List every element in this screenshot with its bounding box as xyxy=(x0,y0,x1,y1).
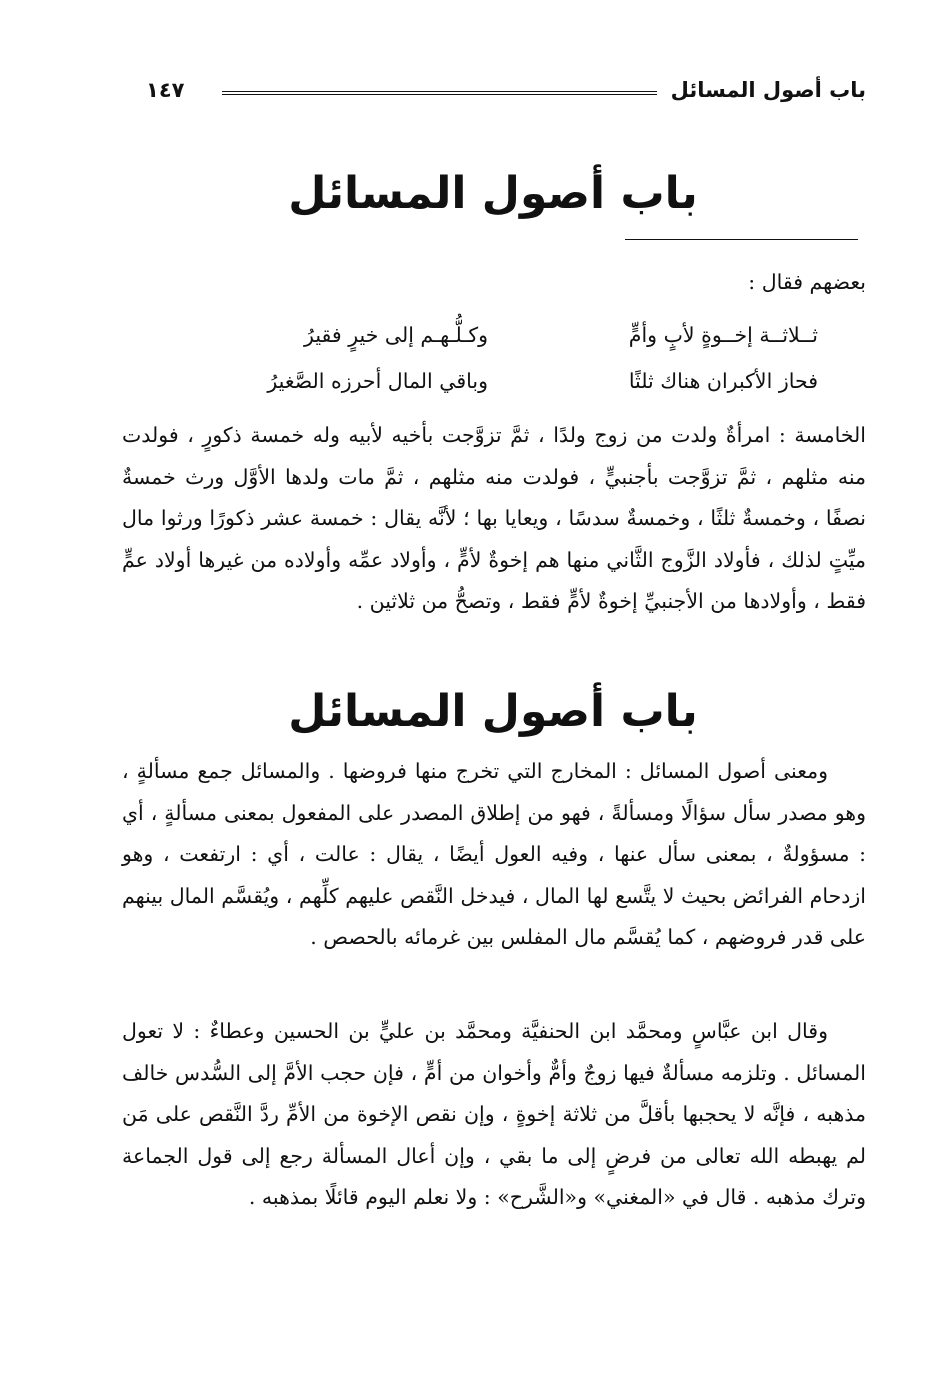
section-heading: باب أصول المسائل xyxy=(288,686,698,737)
verse-second-hemistich: وكـلُّـهـم إلى خيرٍ فقيرُ xyxy=(304,323,488,347)
running-header xyxy=(120,70,866,110)
header-rule xyxy=(222,91,656,95)
intro-line: بعضهم فقال : xyxy=(748,270,866,294)
poem xyxy=(122,312,866,404)
verse-first-hemistich: ثــلاثــة إخــوةٍ لأبٍ وأمٍّ xyxy=(628,323,818,347)
chapter-title: باب أصول المسائل xyxy=(288,168,698,219)
verse-first-hemistich: فحاز الأكبران هناك ثلثًا xyxy=(628,369,818,393)
section-divider xyxy=(625,239,858,240)
poem-verse xyxy=(122,312,866,358)
paragraph-definition: ومعنى أصول المسائل : المخارج التي تخرج منها فروضها . والمسائل جمع مسألةٍ ، وهو مصدر سأل سؤالًا ومسألةً ، فهو من إطلاق المصدر على المفعول بمعنى مسألةٍ ، أي : مسؤولةٌ ، بمعنى سأل عنها ، وفيه العول أيضًا ، يقال : عالت ، أي : ارتفعت ، وهو ازدحام الفرائض بحيث لا يتَّسع لها المال ، فيدخل النَّقص عليهم كلِّهم ، ويُقسَّم المال بينهم على قدر فروضهم ، كما يُقسَّم مال المفلس بين غرمائه بالحصص . xyxy=(122,759,866,949)
poem-verse xyxy=(122,358,866,404)
verse-second-hemistich: وباقي المال أحرزه الصَّغيرُ xyxy=(267,369,488,393)
running-title: باب أصول المسائل xyxy=(670,78,866,102)
paragraph-fifth-case: الخامسة : امرأةٌ ولدت من زوج ولدًا ، ثمَّ تزوَّجت بأخيه لأبيه وله خمسة ذكورٍ ، فولدت منه مثلهم ، ثمَّ تزوَّجت بأجنبيٍّ ، فولدت منه مثلهم ، ثمَّ مات ولدها الأوَّل ورث خمسةٌ نصفًا ، وخمسةٌ ثلثًا ، وخمسةٌ سدسًا ، ويعايا بها ؛ لأنَّه يقال : خمسة عشر ذكورًا ورثوا مال ميِّتٍ لذلك ، فأولاد الزَّوج الثَّاني منها هم إخوةٌ لأمٍّ ، وأولاد عمِّه وأولاده من غيرها أولاد عمٍّ فقط ، وأولادها من الأجنبيِّ إخوةٌ لأمٍّ فقط ، وتصحُّ من ثلاثين . xyxy=(122,423,866,613)
paragraph-scholars-opinion: وقال ابن عبَّاسٍ ومحمَّد ابن الحنفيَّة ومحمَّد بن عليٍّ بن الحسين وعطاءٌ : لا تعول المسائل . وتلزمه مسألةٌ فيها زوجٌ وأمٌّ وأخوان من أمٍّ ، فإن حجب الأمَّ إلى السُّدس خالف مذهبه ، فإنَّه لا يحجبها بأقلَّ من ثلاثة إخوةٍ ، وإن نقص الإخوة من الأمِّ ردَّ النَّقص على مَن لم يهبطه الله تعالى من فرضٍ إلى ما بقي ، وإن أعال المسألة رجع إلى قول الجماعة وترك مذهبه . قال في «المغني» و«الشَّرح» : ولا نعلم اليوم قائلًا بمذهبه . xyxy=(122,1019,866,1209)
page-number: ١٤٧ xyxy=(146,78,185,102)
